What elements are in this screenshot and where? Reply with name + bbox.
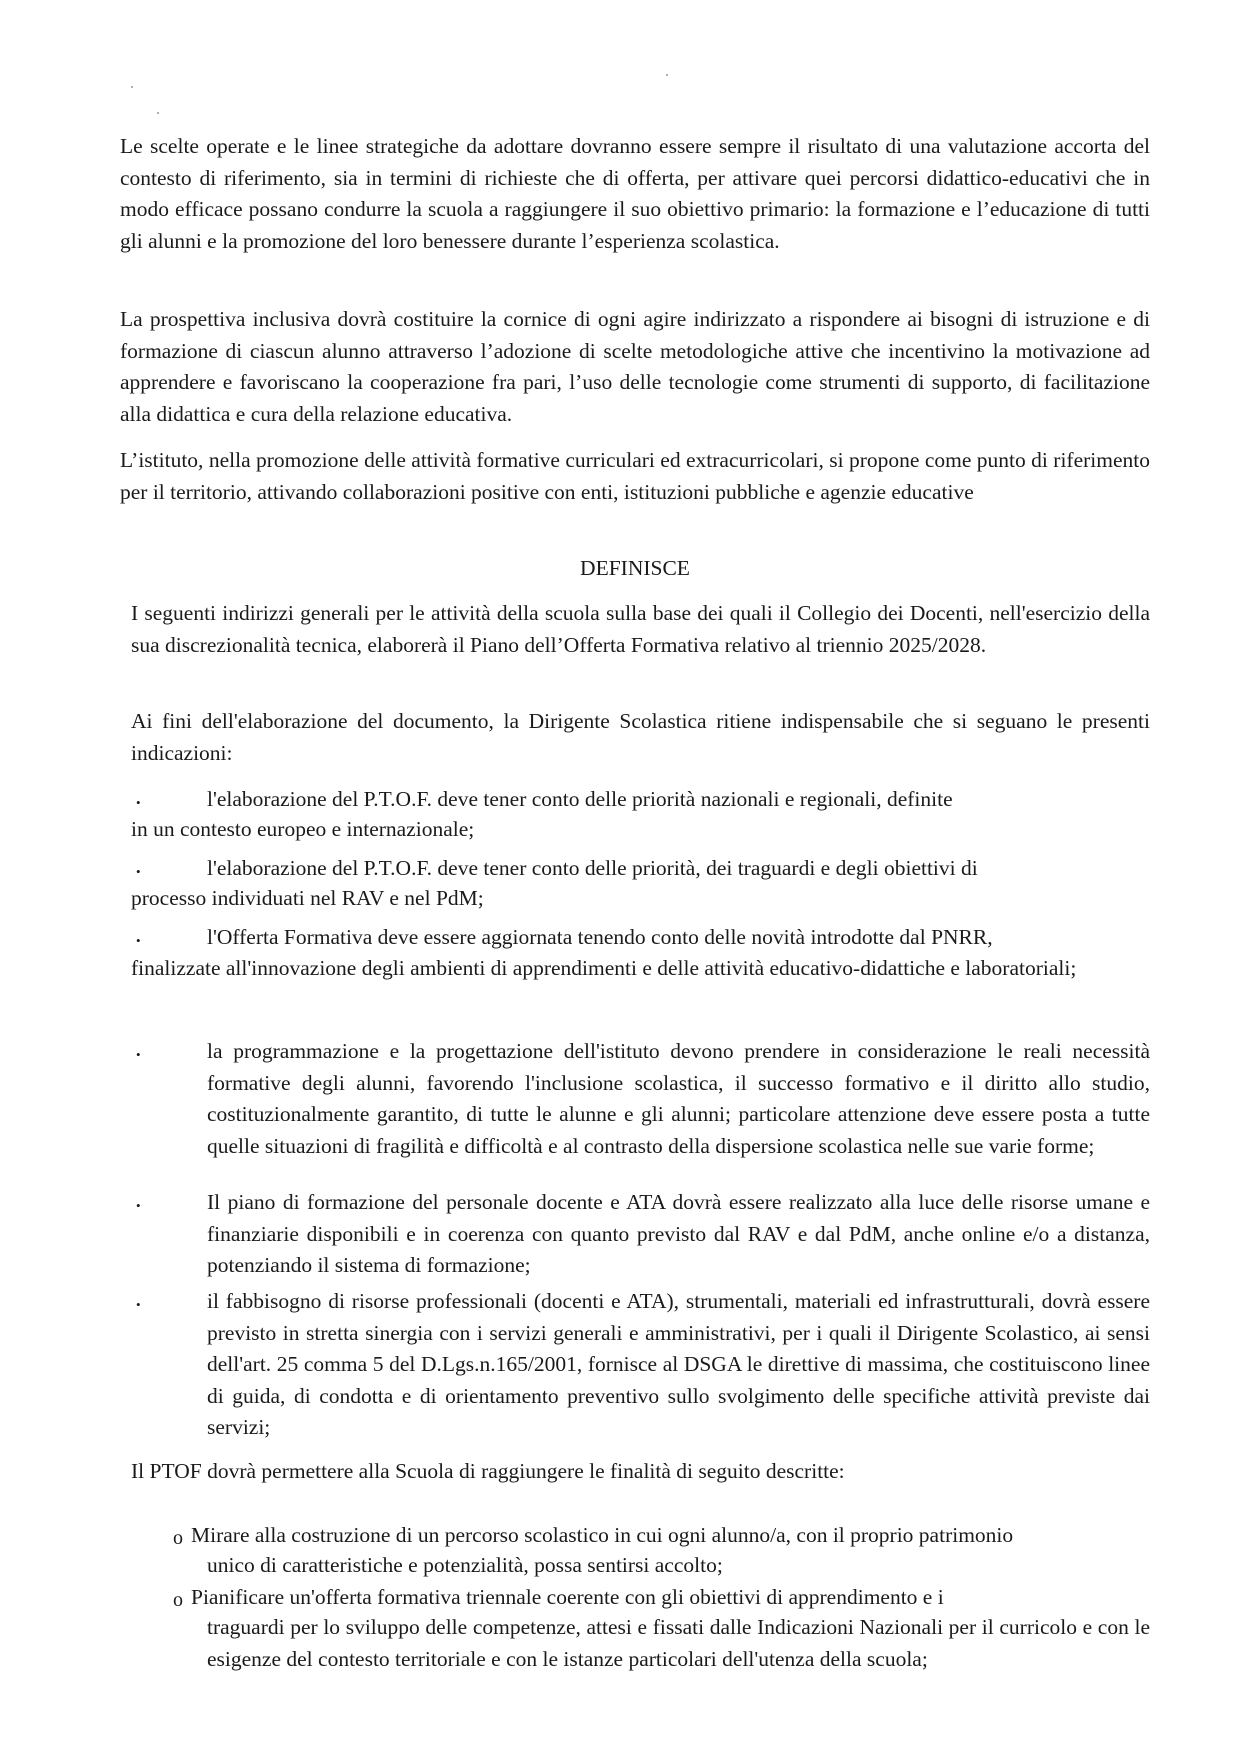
indication-text: Il piano di formazione del personale docente e ATA dovrà essere realizzato alla luce delle risorse umane e finanziarie disponibili e in coerenza con quanto previsto dal RAV e dal PdM, anche online e/o a distanza, potenziando il sistema di formazione; bbox=[207, 1190, 1150, 1277]
paragraph-institute-role: L’istituto, nella promozione delle attività formative curriculari ed extracurricolari, si propone come punto di riferimento per il territorio, attivando collaborazioni positive con enti, istituzioni pubbliche e agenzie educative bbox=[120, 448, 1150, 504]
heading-definisce: DEFINISCE bbox=[580, 556, 690, 580]
circle-bullet-icon: o bbox=[173, 1589, 183, 1611]
bullet-icon: • bbox=[136, 933, 141, 948]
circle-bullet-icon: o bbox=[173, 1527, 183, 1549]
paragraph-inclusive-perspective: La prospettiva inclusiva dovrà costituire la cornice di ogni agire indirizzato a rispondere ai bisogni di istruzione e di formazione di ciascun alunno attraverso l’adozione di scelte metodologiche attive che incentivino la motivazione ad apprendere e favoriscano la cooperazione fra pari, l’uso delle tecnologie come strumenti di supporto, di facilitazione alla didattica e cura della relazione educativa. bbox=[120, 307, 1150, 426]
bullet-icon: • bbox=[136, 1297, 141, 1312]
paragraph-indications-intro: Ai fini dell'elaborazione del documento, la Dirigente Scolastica ritiene indispensabile che si seguano le presenti indicazioni: bbox=[131, 709, 1150, 765]
scan-speck bbox=[157, 112, 159, 114]
paragraph-ptof-aims-intro: Il PTOF dovrà permettere alla Scuola di raggiungere le finalità di seguito descritte: bbox=[131, 1459, 845, 1483]
aim-text: Pianificare un'offerta formativa triennale coerente con gli obiettivi di apprendimento e i bbox=[191, 1585, 944, 1609]
indication-text-continued: finalizzate all'innovazione degli ambienti di apprendimenti e delle attività educativo-didattiche e laboratoriali; bbox=[131, 956, 1077, 980]
indication-text: l'elaborazione del P.T.O.F. deve tener conto delle priorità, dei traguardi e degli obiettivi di bbox=[207, 856, 978, 880]
indication-text: l'Offerta Formativa deve essere aggiornata tenendo conto delle novità introdotte dal PNRR, bbox=[207, 925, 993, 949]
scan-speck bbox=[666, 74, 668, 76]
bullet-icon: • bbox=[136, 1047, 141, 1062]
indication-text-continued: in un contesto europeo e internazionale; bbox=[131, 817, 475, 841]
paragraph-strategic-choices: Le scelte operate e le linee strategiche da adottare dovranno essere sempre il risultato di una valutazione accorta del contesto di riferimento, sia in termini di richieste che di offerta, per attivare quei percorsi didattico-educativi che in modo efficace possano condurre la scuola a raggiungere il suo obiettivo primario: la formazione e l’educazione di tutti gli alunni e la promozione del loro benessere durante l’esperienza scolastica. bbox=[120, 134, 1150, 253]
indication-text: la programmazione e la progettazione dell'istituto devono prendere in considerazione le reali necessità formative degli alunni, favorendo l'inclusione scolastica, il successo formativo e il diritto allo studio, costituzionalmente garantito, di tutte le alunne e gli alunni; particolare attenzione deve essere posta a tutte quelle situazioni di fragilità e difficoltà e al contrasto della dispersione scolastica nelle sue varie forme; bbox=[207, 1039, 1150, 1158]
indication-text: il fabbisogno di risorse professionali (docenti e ATA), strumentali, materiali ed infrastrutturali, dovrà essere previsto in stretta sinergia con i servizi generali e amministrativi, per i quali il Dirigente Scolastico, ai sensi dell'art. 25 comma 5 del D.Lgs.n.165/2001, fornisce al DSGA le direttive di massima, che costituiscono linee di guida, di condotta e di orientamento preventivo sullo svolgimento delle specifiche attività previste dai servizi; bbox=[207, 1289, 1150, 1439]
paragraph-general-guidelines: I seguenti indirizzi generali per le attività della scuola sulla base dei quali il Collegio dei Docenti, nell'esercizio della sua discrezionalità tecnica, elaborerà il Piano dell’Offerta Formativa relativo al triennio 2025/2028. bbox=[131, 601, 1150, 657]
scan-speck bbox=[131, 86, 133, 88]
bullet-icon: • bbox=[136, 1198, 141, 1213]
aim-text: Mirare alla costruzione di un percorso scolastico in cui ogni alunno/a, con il proprio patrimonio bbox=[191, 1523, 1014, 1547]
bullet-icon: • bbox=[136, 864, 141, 879]
bullet-icon: • bbox=[136, 795, 141, 810]
aim-text-continued: traguardi per lo sviluppo delle competenze, attesi e fissati dalle Indicazioni Nazionali per il curricolo e con le esigenze del contesto territoriale e con le istanze particolari dell'utenza della scuola; bbox=[207, 1615, 1150, 1671]
indication-text-continued: processo individuati nel RAV e nel PdM; bbox=[131, 886, 484, 910]
aim-text-continued: unico di caratteristiche e potenzialità, possa sentirsi accolto; bbox=[207, 1553, 723, 1577]
indication-text: l'elaborazione del P.T.O.F. deve tener conto delle priorità nazionali e regionali, definite bbox=[207, 787, 953, 811]
